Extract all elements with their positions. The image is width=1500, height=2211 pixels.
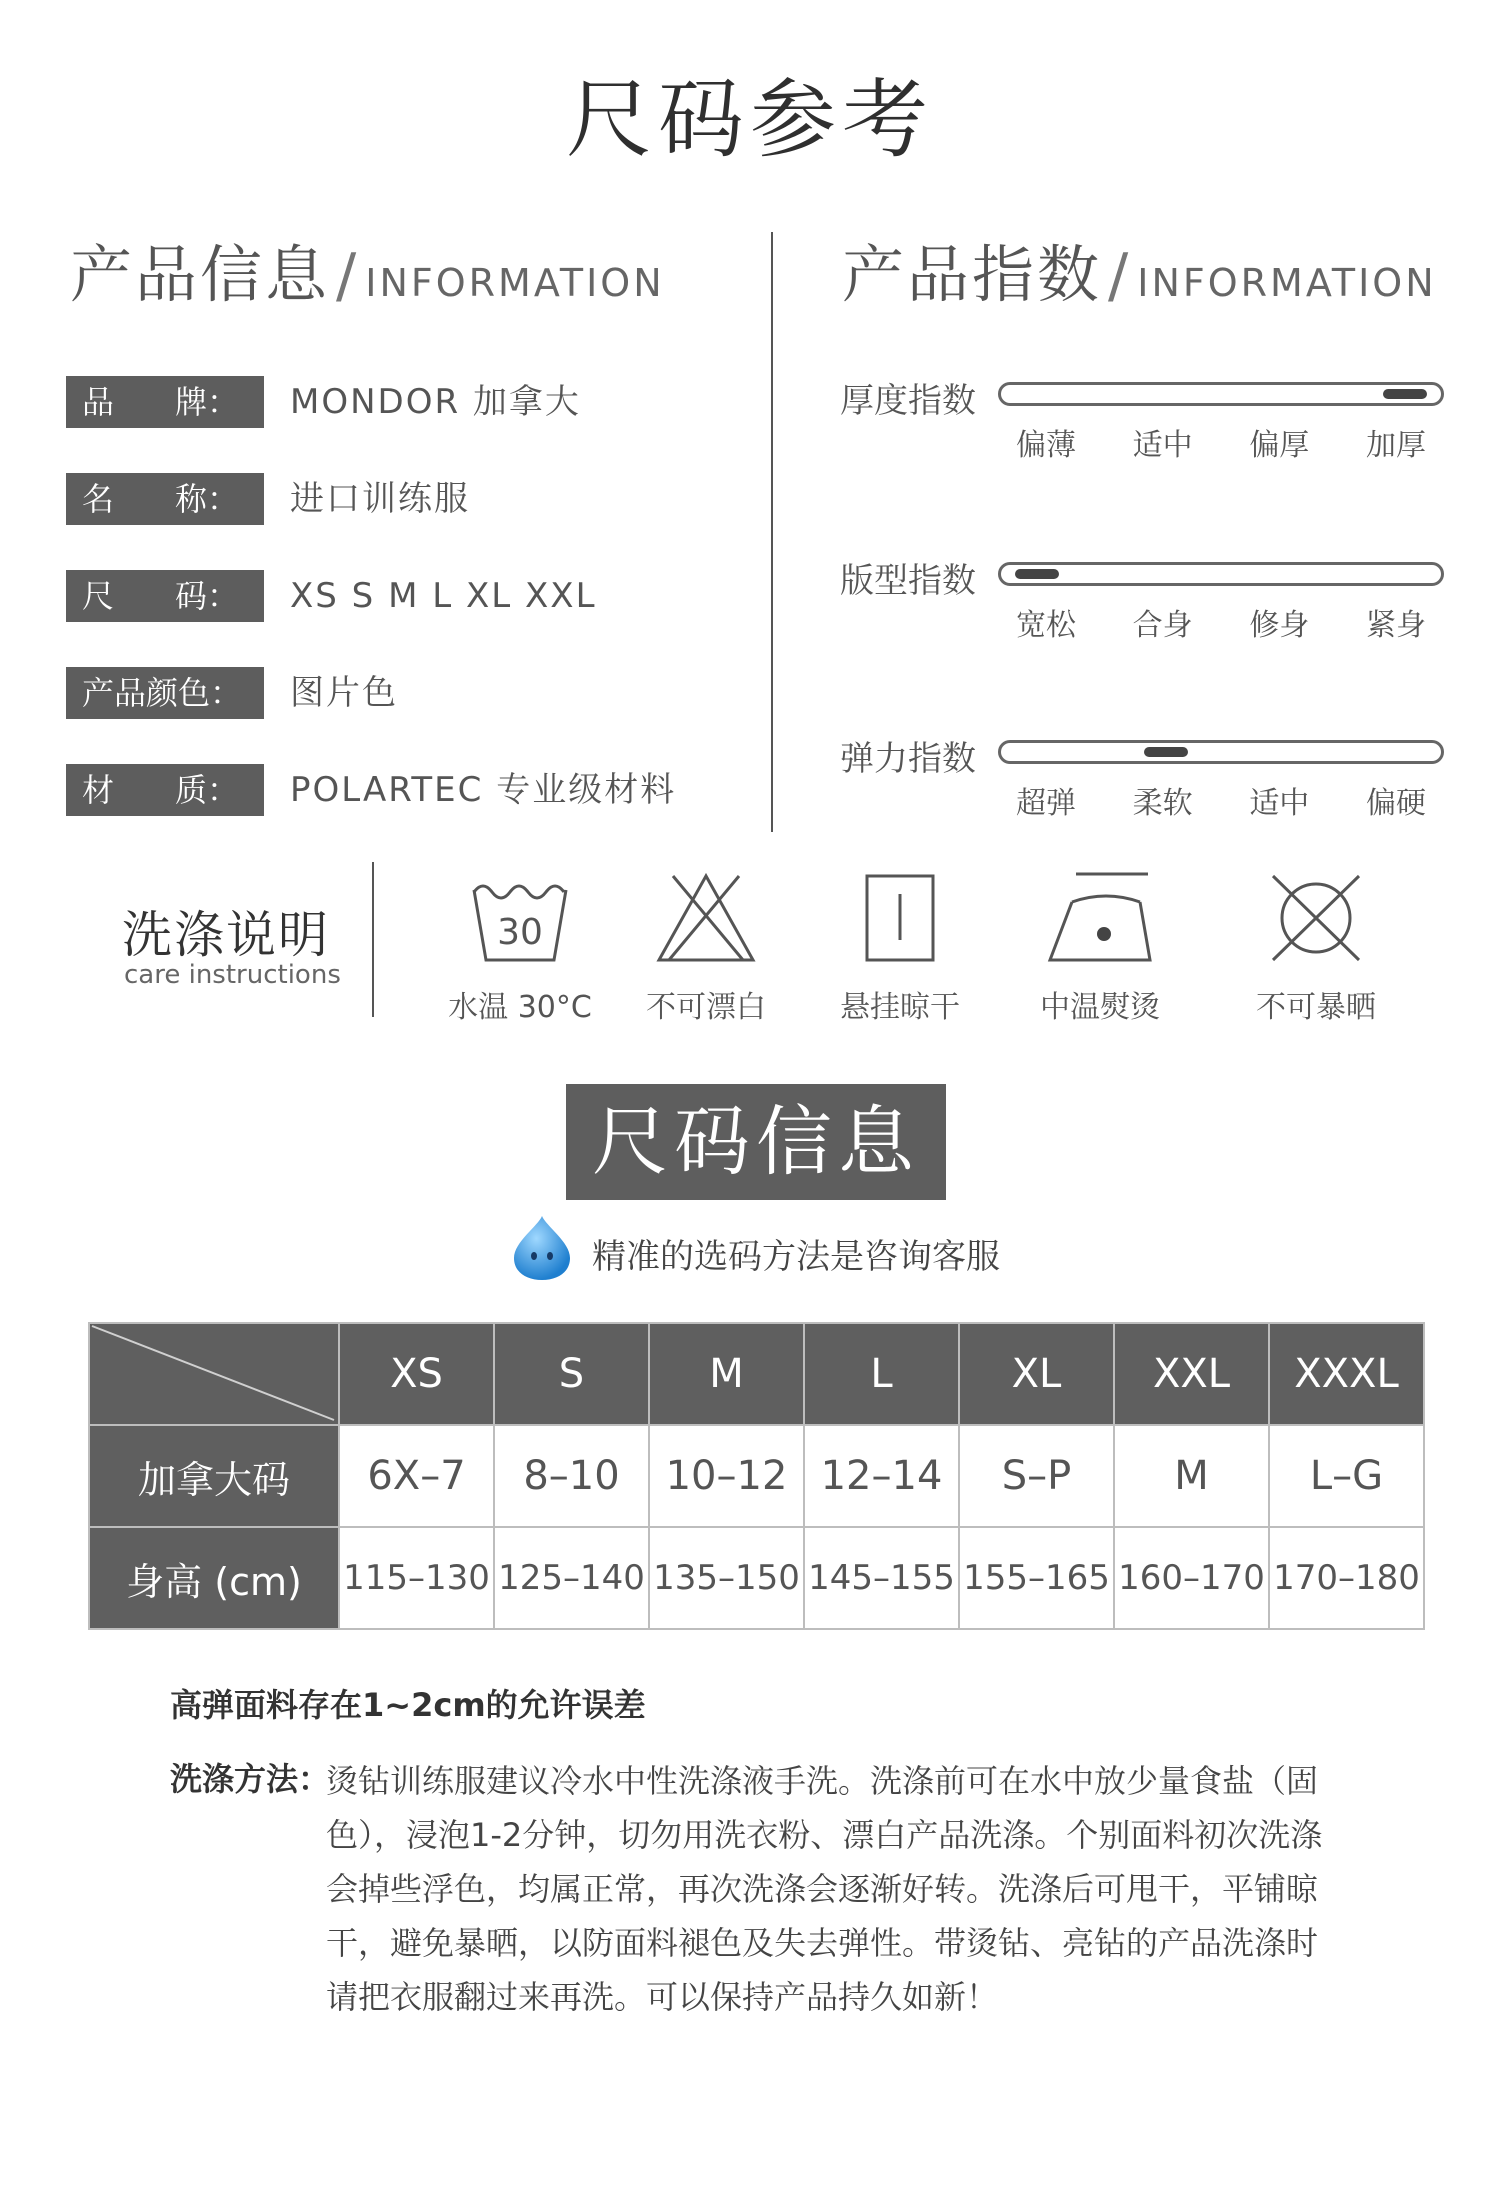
- iron-medium-icon: [1040, 868, 1160, 968]
- index-marker: [1015, 569, 1059, 579]
- info-value: 进口训练服: [290, 479, 470, 519]
- table-row-header: 加拿大码: [89, 1425, 339, 1527]
- section-divider: [771, 232, 773, 832]
- index-option: 修身: [1249, 608, 1310, 643]
- wash-30-icon: [460, 868, 580, 968]
- index-option: 偏厚: [1249, 428, 1310, 463]
- table-cell: S–P: [959, 1425, 1114, 1527]
- care-title: 洗涤说明: [122, 906, 330, 964]
- table-column-header: XXL: [1114, 1323, 1269, 1425]
- table-column-header: L: [804, 1323, 959, 1425]
- care-item-sun: [1226, 868, 1406, 1026]
- index-option: 适中: [1132, 428, 1193, 463]
- size-info-banner: 尺码信息: [566, 1084, 946, 1200]
- care-item-bleach: [616, 868, 796, 1026]
- info-value: POLARTEC 专业级材料: [290, 770, 677, 810]
- care-item-hang-dry: [810, 868, 990, 1026]
- info-value: XS S M L XL XXL: [290, 576, 597, 616]
- index-option: 宽松: [1016, 608, 1076, 643]
- table-cell: M: [1114, 1425, 1269, 1527]
- care-label: 水温 30°C: [448, 990, 592, 1025]
- page-title: 尺码参考: [566, 70, 934, 170]
- table-header-row: [89, 1323, 1424, 1425]
- table-row-header: 身高 (cm): [89, 1527, 339, 1629]
- info-label: 产品颜色：: [66, 667, 264, 719]
- care-subtitle: care instructions: [124, 960, 341, 990]
- water-drop-mascot-icon: [506, 1212, 578, 1284]
- product-info-heading-cn: 产品信息: [70, 238, 331, 311]
- table-cell: 155–165: [959, 1527, 1114, 1629]
- no-sun-dry-icon: [1261, 868, 1371, 968]
- table-column-header: M: [649, 1323, 804, 1425]
- wash-method-label: 洗涤方法：: [170, 1760, 331, 1798]
- care-label: 不可漂白: [646, 990, 766, 1025]
- table-cell: 10–12: [649, 1425, 804, 1527]
- index-options-elasticity: [998, 778, 1444, 822]
- index-option: 偏硬: [1365, 786, 1426, 821]
- info-label: 名 称：: [66, 473, 264, 525]
- table-cell: 8–10: [494, 1425, 649, 1527]
- care-label: 不可暴晒: [1256, 990, 1376, 1025]
- table-cell: 115–130: [339, 1527, 494, 1629]
- no-bleach-icon: [651, 868, 761, 968]
- product-info-heading: [70, 225, 665, 314]
- info-label: 尺 码：: [66, 570, 264, 622]
- table-column-header: XXXL: [1269, 1323, 1424, 1425]
- index-label-elasticity: 弹力指数: [840, 739, 976, 779]
- index-option: 合身: [1132, 608, 1193, 643]
- hang-dry-icon: [845, 868, 955, 968]
- care-label: 悬挂晾干: [840, 990, 960, 1025]
- heading-slash: /: [1108, 241, 1132, 311]
- size-tip-text: 精准的选码方法是咨询客服: [592, 1237, 1000, 1277]
- index-option: 超弹: [1016, 786, 1076, 821]
- tolerance-note: 高弹面料存在1~2cm的允许误差: [170, 1686, 646, 1724]
- table-cell: 6X–7: [339, 1425, 494, 1527]
- info-value: 图片色: [290, 673, 398, 713]
- index-options-thickness: [998, 420, 1444, 464]
- wash-temp-text: 30: [497, 912, 543, 953]
- care-divider: [372, 862, 374, 1017]
- index-option: 加厚: [1365, 428, 1426, 463]
- care-label: 中温熨烫: [1040, 990, 1160, 1025]
- size-table: [88, 1322, 1425, 1630]
- product-info-heading-en: INFORMATION: [365, 261, 665, 305]
- care-item-iron: [1010, 868, 1190, 1026]
- table-cell: 135–150: [649, 1527, 804, 1629]
- care-item-wash: [430, 868, 610, 1026]
- table-row: [89, 1527, 1424, 1629]
- table-row: [89, 1425, 1424, 1527]
- table-column-header: XS: [339, 1323, 494, 1425]
- index-label-fit: 版型指数: [840, 561, 976, 601]
- index-option: 柔软: [1132, 786, 1193, 821]
- index-option: 紧身: [1365, 608, 1426, 643]
- product-index-heading-cn: 产品指数: [842, 238, 1103, 311]
- index-track-elasticity: [998, 740, 1444, 764]
- index-label-thickness: 厚度指数: [840, 381, 976, 421]
- product-index-heading: [842, 225, 1437, 314]
- index-option: 偏薄: [1016, 428, 1076, 463]
- info-value: MONDOR 加拿大: [290, 382, 581, 422]
- table-cell: 145–155: [804, 1527, 959, 1629]
- index-track-thickness: [998, 382, 1444, 406]
- heading-slash: /: [336, 241, 360, 311]
- index-marker: [1383, 389, 1427, 399]
- table-column-header: XL: [959, 1323, 1114, 1425]
- table-cell: 12–14: [804, 1425, 959, 1527]
- table-cell: L–G: [1269, 1425, 1424, 1527]
- index-track-fit: [998, 562, 1444, 586]
- index-option: 适中: [1249, 786, 1310, 821]
- table-column-header: S: [494, 1323, 649, 1425]
- product-index-heading-en: INFORMATION: [1137, 261, 1437, 305]
- table-cell: 160–170: [1114, 1527, 1269, 1629]
- wash-method-text: 烫钻训练服建议冷水中性洗涤液手洗。洗涤前可在水中放少量食盐（固色），浸泡1-2分钟，切勿用洗衣粉、漂白产品洗涤。个别面料初次洗涤会掉些浮色，均属正常，再次洗涤会逐渐好转。洗涤后可甩干，平铺晾干，避免暴晒，以防面料褪色及失去弹性。带烫钻、亮钻的产品洗涤时请把衣服翻过来再洗。可以保持产品持久如新！: [326, 1762, 1323, 2016]
- index-options-fit: [998, 600, 1444, 644]
- info-label: 品 牌：: [66, 376, 264, 428]
- diagonal-line: [90, 1324, 336, 1422]
- table-cell: 125–140: [494, 1527, 649, 1629]
- index-marker: [1144, 747, 1188, 757]
- table-corner-cell: [89, 1323, 339, 1425]
- table-cell: 170–180: [1269, 1527, 1424, 1629]
- info-label: 材 质：: [66, 764, 264, 816]
